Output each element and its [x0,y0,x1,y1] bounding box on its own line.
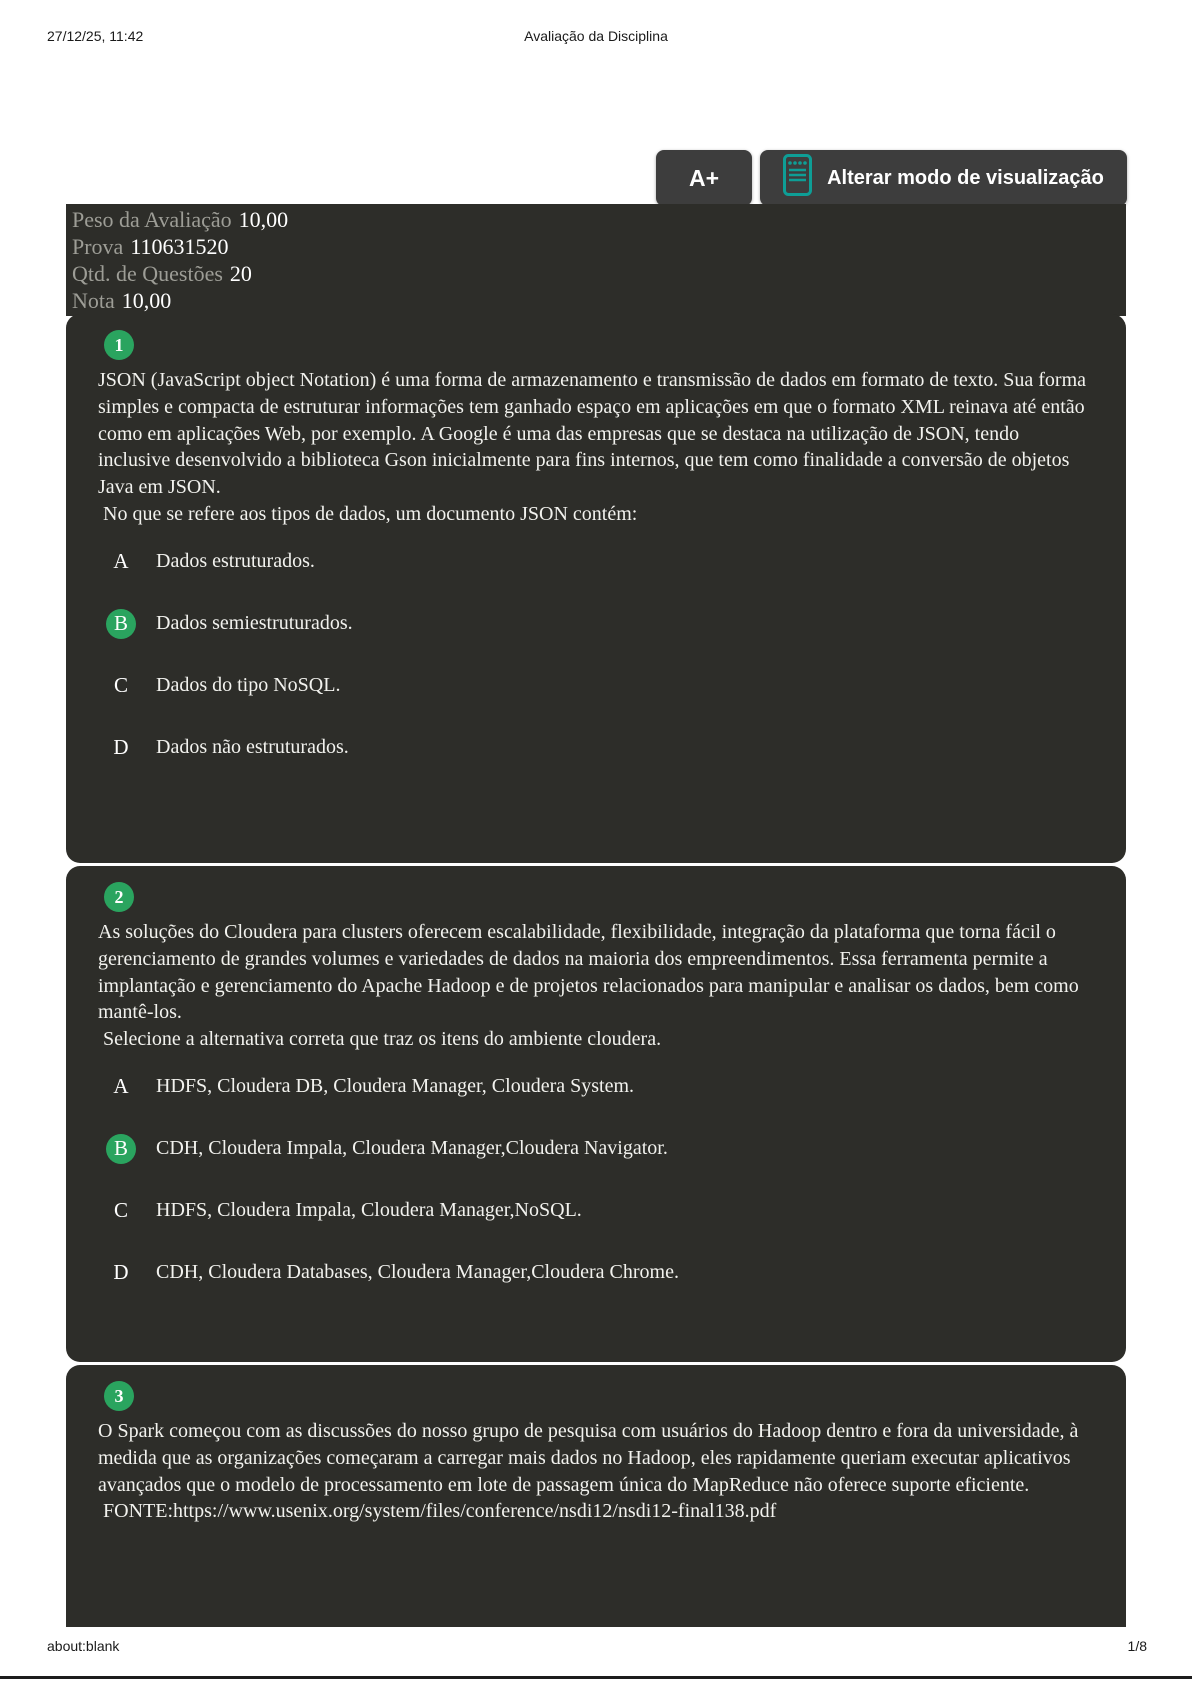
assessment-summary [66,204,1126,316]
summary-row [72,260,1126,287]
question-card [66,314,1126,863]
question-prompt: Selecione a alternativa correta que traz os itens do ambiente cloudera. [98,1028,662,1051]
question-text: As soluções do Cloudera para clusters oferecem escalabilidade, flexibilidade, integração da plataforma que torna fácil o gerenciamento de grandes volumes e variedades de dados na maioria dos empreendimentos. Essa ferramenta permite a implantação e gerenciamento do Apache Hadoop e de projetos relacionados para manipular e analisar os dados, bem como mantê-los. [98,921,1084,1024]
question-prompt: No que se refere aos tipos de dados, um documento JSON contém: [98,502,638,525]
toolbar [656,150,1127,206]
summary-value: 10,00 [121,288,172,313]
question-text: JSON (JavaScript object Notation) é uma forma de armazenamento e transmissão de dados em formato de texto. Sua forma simples e compacta de estruturar informações tem ganhado espaço em aplicações em que o formato XML reinava até então como em aplicações Web, por exemplo. A Google é uma das empresas que se destaca na utilização de JSON, tendo inclusive desenvolvido a biblioteca Gson inicialmente para fins internos, que tem como finalidade a conversão de objetos Java em JSON. [98,369,1092,499]
change-view-label: Alterar modo de visualização [827,166,1104,189]
footer-url: about:blank [47,1638,120,1654]
option-row[interactable] [98,1072,1092,1102]
footer-page-number: 1/8 [1127,1638,1147,1654]
summary-label: Qtd. de Questões [72,261,223,286]
change-view-button[interactable] [760,150,1127,206]
selected-option-letter: B [106,1134,136,1164]
option-text: Dados estruturados. [156,550,315,573]
option-letter: C [113,1198,128,1223]
document-lines-icon [783,154,812,202]
question-text: O Spark começou com as discussões do nosso grupo de pesquisa com usuários do Hadoop dentro e fora da universidade, à medida que as organizações começaram a carregar mais dados no Hadoop, eles rapidamente queriam executar aplicativos avançados que o modelo de processamento em lote de passagem única do MapReduce não oferece suporte eficiente. [98,1420,1084,1496]
page-break-rule [0,1676,1192,1679]
summary-row [72,206,1126,233]
summary-row [72,287,1126,314]
page-title: Avaliação da Disciplina [524,28,668,44]
question-source: FONTE:https://www.usenix.org/system/files/conference/nsdi12/nsdi12-final138.pdf [98,1500,777,1523]
option-row[interactable] [98,733,1092,763]
option-text: Dados semiestruturados. [156,612,353,635]
questions-list [66,314,1126,1627]
option-letter: A [113,1074,129,1099]
print-header [0,28,1192,46]
option-text: HDFS, Cloudera Impala, Cloudera Manager,NoSQL. [156,1199,582,1222]
option-text: CDH, Cloudera Databases, Cloudera Manager,Cloudera Chrome. [156,1261,679,1284]
question-number-badge: 2 [104,882,134,912]
option-letter: D [113,1260,129,1285]
option-text: Dados do tipo NoSQL. [156,674,341,697]
option-text: Dados não estruturados. [156,736,349,759]
option-row[interactable] [98,1196,1092,1226]
summary-label: Nota [72,288,115,313]
summary-label: Prova [72,234,124,259]
options-list [98,1072,1092,1288]
datetime-text: 27/12/25, 11:42 [47,28,144,44]
option-text: CDH, Cloudera Impala, Cloudera Manager,Cloudera Navigator. [156,1137,668,1160]
options-list [98,547,1092,763]
option-letter: D [113,735,129,760]
summary-row [72,233,1126,260]
option-letter: A [113,549,129,574]
font-size-button[interactable]: A+ [656,150,752,206]
print-footer [0,1638,1192,1656]
summary-value: 20 [229,261,252,286]
question-number-badge: 1 [104,330,134,360]
option-row[interactable] [98,547,1092,577]
question-number-badge: 3 [104,1381,134,1411]
question-card [66,866,1126,1362]
option-text: HDFS, Cloudera DB, Cloudera Manager, Cloudera System. [156,1075,635,1098]
summary-value: 10,00 [238,207,289,232]
option-row[interactable] [98,671,1092,701]
option-row[interactable] [98,1134,1092,1164]
selected-option-letter: B [106,609,136,639]
option-row[interactable] [98,1258,1092,1288]
option-letter: C [113,673,128,698]
option-row[interactable] [98,609,1092,639]
question-card [66,1365,1126,1627]
summary-value: 110631520 [130,234,229,259]
summary-label: Peso da Avaliação [72,207,232,232]
